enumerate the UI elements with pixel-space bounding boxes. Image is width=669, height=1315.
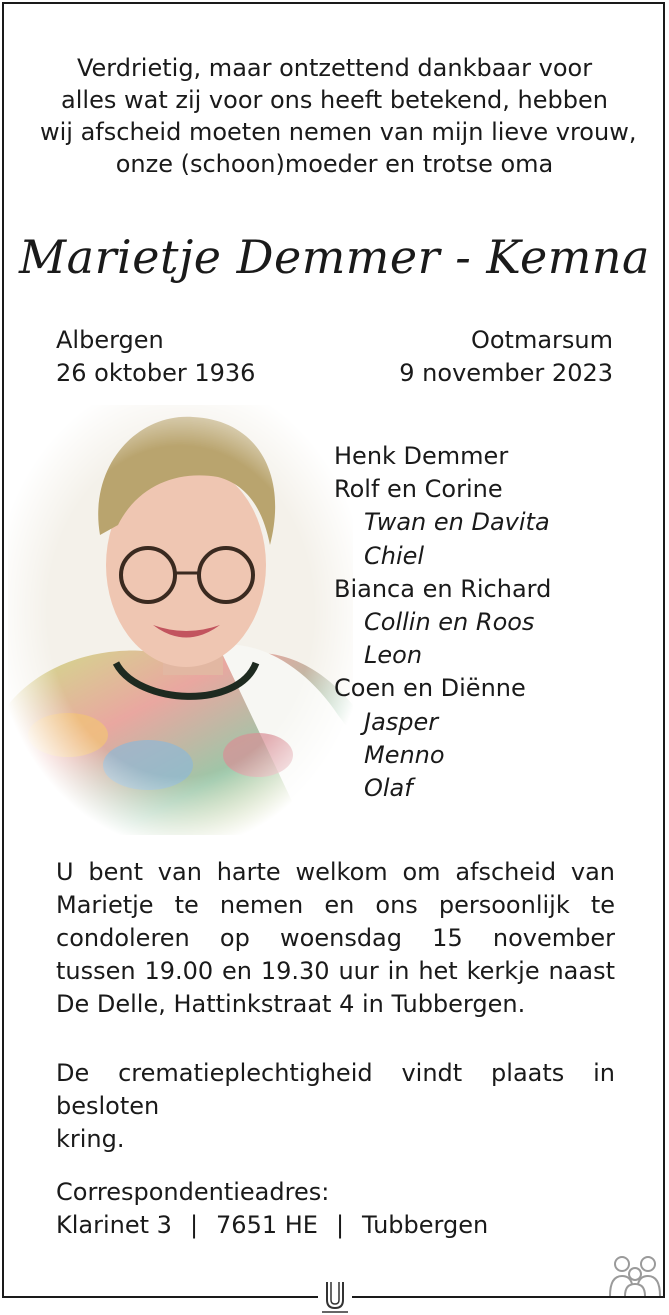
portrait-photo [8, 405, 353, 835]
grandchild: Twan en Davita [364, 508, 550, 537]
visitation-line: Marietje te nemen en ons persoonlijk te [56, 891, 615, 919]
family-list [334, 440, 551, 805]
death-date: 9 november 2023 [399, 359, 613, 387]
child-couple: Rolf en Corine [334, 475, 503, 504]
deceased-name: Marietje Demmer - Kemna [19, 230, 650, 284]
death-place: Ootmarsum [470, 326, 613, 354]
child-couple: Coen en Diënne [334, 674, 526, 703]
visitation-line: condoleren op woensdag 15 november [56, 924, 615, 952]
birth-place: Albergen [56, 326, 164, 354]
grandchild: Menno [364, 740, 445, 769]
intro-text [40, 52, 637, 180]
intro-line: Verdrietig, maar ontzettend dankbaar voor [76, 54, 593, 82]
family-people-icon [604, 1254, 666, 1298]
birth-date: 26 oktober 1936 [56, 359, 256, 387]
visitation-line: tussen 19.00 en 19.30 uur in het kerkje naast [56, 957, 615, 985]
intro-line: wij afscheid moeten nemen van mijn lieve vrouw, [40, 118, 637, 146]
child-couple: Bianca en Richard [334, 574, 552, 603]
death-info [399, 324, 613, 390]
visitation-line: U bent van harte welkom om afscheid van [56, 858, 615, 886]
address-separator: | [189, 1211, 199, 1239]
correspondence-address [56, 1176, 488, 1242]
grandchild: Jasper [364, 707, 439, 736]
visitation-paragraph [56, 856, 615, 1021]
grandchild: Collin en Roos [364, 608, 535, 637]
correspondence-label: Correspondentieadres: [56, 1178, 330, 1206]
address-city: Tubbergen [362, 1211, 489, 1239]
spouse-name: Henk Demmer [334, 442, 509, 470]
birth-info [56, 324, 255, 390]
cremation-line: kring. [56, 1125, 125, 1153]
publisher-logo-icon [318, 1278, 352, 1314]
grandchild: Chiel [364, 541, 425, 570]
visitation-line: De Delle, Hattinkstraat 4 in Tubbergen. [56, 990, 526, 1018]
grandchild: Olaf [364, 774, 413, 803]
cremation-line: De crematieplechtigheid vindt plaats in besloten [56, 1059, 615, 1120]
intro-line: alles wat zij voor ons heeft betekend, hebben [61, 86, 608, 114]
address-postcode: 7651 HE [216, 1211, 318, 1239]
address-street: Klarinet 3 [56, 1211, 172, 1239]
address-line [56, 1209, 488, 1242]
intro-line: onze (schoon)moeder en trotse oma [115, 150, 554, 178]
address-separator: | [335, 1211, 345, 1239]
cremation-paragraph [56, 1057, 615, 1156]
grandchild: Leon [364, 641, 423, 670]
